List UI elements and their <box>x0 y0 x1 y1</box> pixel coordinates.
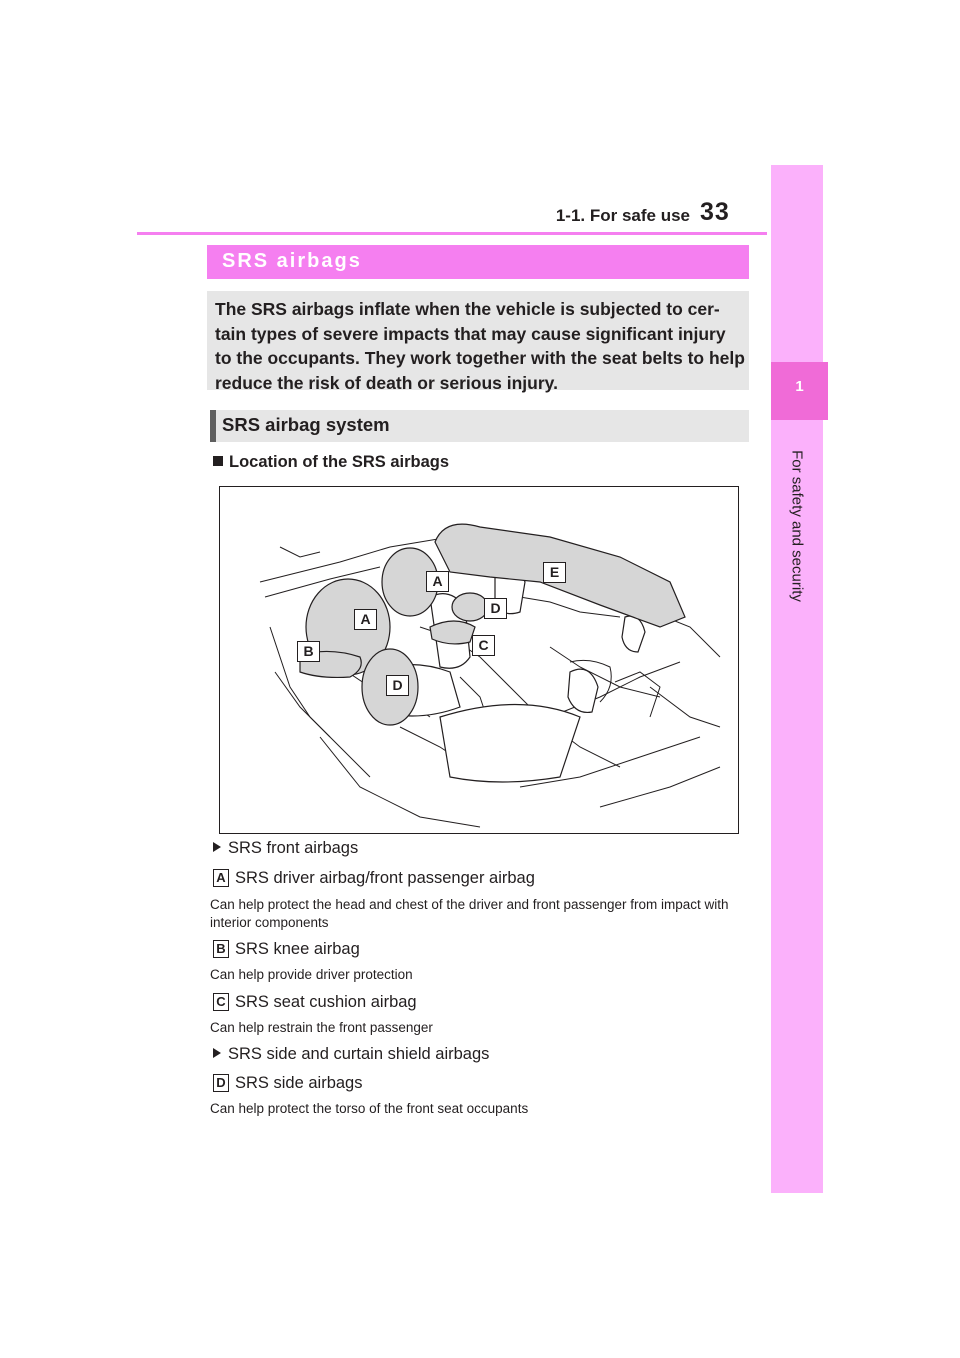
label-c-box: C <box>213 993 229 1011</box>
item-b-description: Can help provide driver protection <box>210 967 413 982</box>
callout-a-lower: A <box>354 609 377 630</box>
location-heading <box>213 453 449 472</box>
label-a-box: A <box>213 869 229 887</box>
item-title: SRS driver airbag/front passenger airbag <box>235 869 535 887</box>
group-label: SRS side and curtain shield airbags <box>228 1045 490 1063</box>
chapter-side-tab <box>771 165 823 1193</box>
group-label: SRS front airbags <box>228 839 359 857</box>
item-d-title <box>213 1074 362 1093</box>
group-front-airbags <box>213 839 358 858</box>
triangle-bullet-icon <box>213 842 221 852</box>
airbag-location-figure <box>219 486 739 834</box>
callout-d-upper: D <box>484 598 507 619</box>
item-c-description: Can help restrain the front passenger <box>210 1020 433 1035</box>
chapter-number: 1 <box>795 378 804 395</box>
item-title: SRS side airbags <box>235 1074 363 1092</box>
group-side-curtain-airbags <box>213 1045 489 1064</box>
item-d-description: Can help protect the torso of the front seat occupants <box>210 1101 529 1116</box>
callout-e: E <box>543 562 566 583</box>
item-title: SRS knee airbag <box>235 940 360 958</box>
header-divider <box>137 232 767 235</box>
section-title: SRS airbags <box>222 250 362 272</box>
chapter-title: For safety and security <box>788 450 806 602</box>
callout-b: B <box>297 641 320 662</box>
triangle-bullet-icon <box>213 1048 221 1058</box>
item-c-title <box>213 993 417 1012</box>
header-section-title: 1-1. For safe use <box>555 206 690 225</box>
intro-text: The SRS airbags inflate when the vehicle is subjected to cer-tain types of severe impacts that may cause significant injury to the occupants. They work together with the seat belts to help reduce the risk of death or serious injury. <box>215 299 745 393</box>
item-a-title <box>213 869 535 888</box>
item-title: SRS seat cushion airbag <box>235 993 417 1011</box>
callout-d-lower: D <box>386 675 409 696</box>
subsection-title: SRS airbag system <box>222 414 390 435</box>
callout-c: C <box>472 635 495 656</box>
callout-a-upper: A <box>426 571 449 592</box>
item-a-description: Can help protect the head and chest of the driver and front passenger from impact with interior components <box>210 897 729 930</box>
item-b-title <box>213 940 360 959</box>
label-d-box: D <box>213 1074 229 1092</box>
square-bullet-icon <box>213 456 223 466</box>
page-number: 33 <box>700 198 730 226</box>
label-b-box: B <box>213 940 229 958</box>
location-heading-text: Location of the SRS airbags <box>229 453 450 471</box>
